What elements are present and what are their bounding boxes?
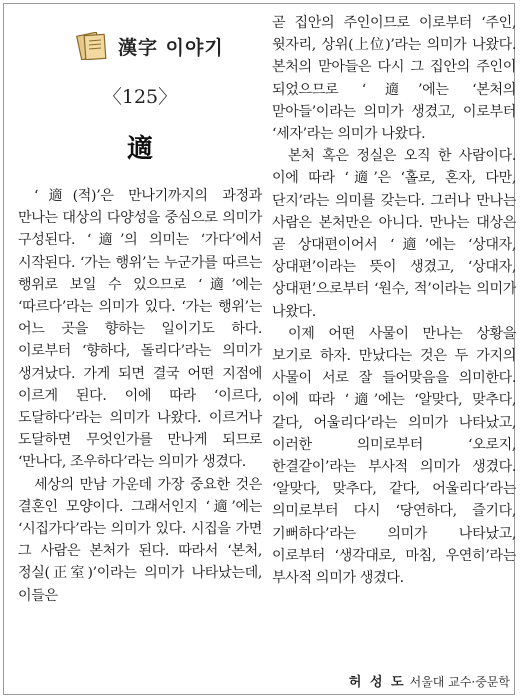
- right-body-text: [272, 12, 516, 589]
- left-body-text: [18, 185, 262, 607]
- paragraph: 이제 어떤 사물이 만나는 상황을 보기로 하자. 만났다는 것은 두 가지의 사물이 서로 잘 들어맞음을 의미한다. 이에 따라 ‘適’에는 ‘알맞다, 맞추다, 같다, 어울리다’라는 의미가 나타났고, 이러한 의미로부터 ‘오로지, 한결같이’라는 부사적 의미가 생겼다. ‘알맞다, 맞추다, 같다, 어울리다’라는 의미로부터 다시 ‘당연하다, 즐기다, 기뻐하다’라는 의미가 나타났고, 이로부터 ‘생각대로, 마침, 우연히’라는 부사적 의미가 생겼다.: [272, 325, 516, 587]
- paragraph: 본처 혹은 정실은 오직 한 사람이다. 이에 따라 ‘適’은 ‘홀로, 혼자, 다만, 단지’라는 의미를 갖는다. 그러나 만나는 사람은 본처만은 아니다. 만나는 대상은 곧 상대편이어서 ‘適’에는 ‘상대자, 상대편’이라는 뜻이 생겼고, ‘상대자, 상대편’으로부터 ‘원수, 적’이라는 의미가 나왔다.: [272, 148, 516, 320]
- paragraph: 세상의 만남 가운데 가장 중요한 것은 결혼인 모양이다. 그래서인지 ‘適’에는 ‘시집가다’라는 의미가 있다. 시집을 가면 그 사람은 본처가 된다. 따라서 ‘본처, 정실(正室)’이라는 의미가 나타났는데, 이들은: [18, 476, 262, 604]
- paragraph: 곧 집안의 주인이므로 이로부터 ‘주인, 윗자리, 상위(上位)’라는 의미가 나왔다. 본처의 맏아들은 다시 그 집안의 주인이 되었으므로 ‘適’에는 ‘본처의 맏아들’이라는 의미가 생겼고, 이로부터 ‘세자’라는 의미가 나왔다.: [272, 15, 516, 143]
- featured-character: 適: [126, 134, 153, 164]
- column-header: [76, 32, 224, 60]
- article-frame: [3, 3, 515, 695]
- author-name: 허 성 도: [348, 675, 406, 690]
- column-title: 漢字 이야기: [118, 36, 224, 59]
- author-affiliation: 서울대 교수·중문학: [409, 675, 510, 689]
- book-icon: [76, 32, 110, 60]
- author-byline: [272, 671, 510, 690]
- paragraph: ‘適(적)’은 만나기까지의 과정과 만나는 대상의 다양성을 중심으로 의미가 구성된다. ‘適’의 의미는 ‘가다’에서 시작된다. ‘가는 행위’는 누군가를 따르는 행위로 보일 수 있으므로 ‘適’에는 ‘따르다’라는 의미가 있다. ‘가는 행위’는 어느 곳을 향하는 일이기도 하다. 이로부터 ‘향하다, 돌리다’라는 의미가 생겨났다. 가게 되면 결국 어떤 지점에 이르게 된다. 이에 따라 ‘이르다, 도달하다’라는 의미가 나왔다. 이르거나 도달하면 무엇인가를 만나게 되므로 ‘만나다, 조우하다’라는 의미가 생겼다.: [18, 188, 262, 471]
- series-number: 〈125〉: [102, 86, 178, 108]
